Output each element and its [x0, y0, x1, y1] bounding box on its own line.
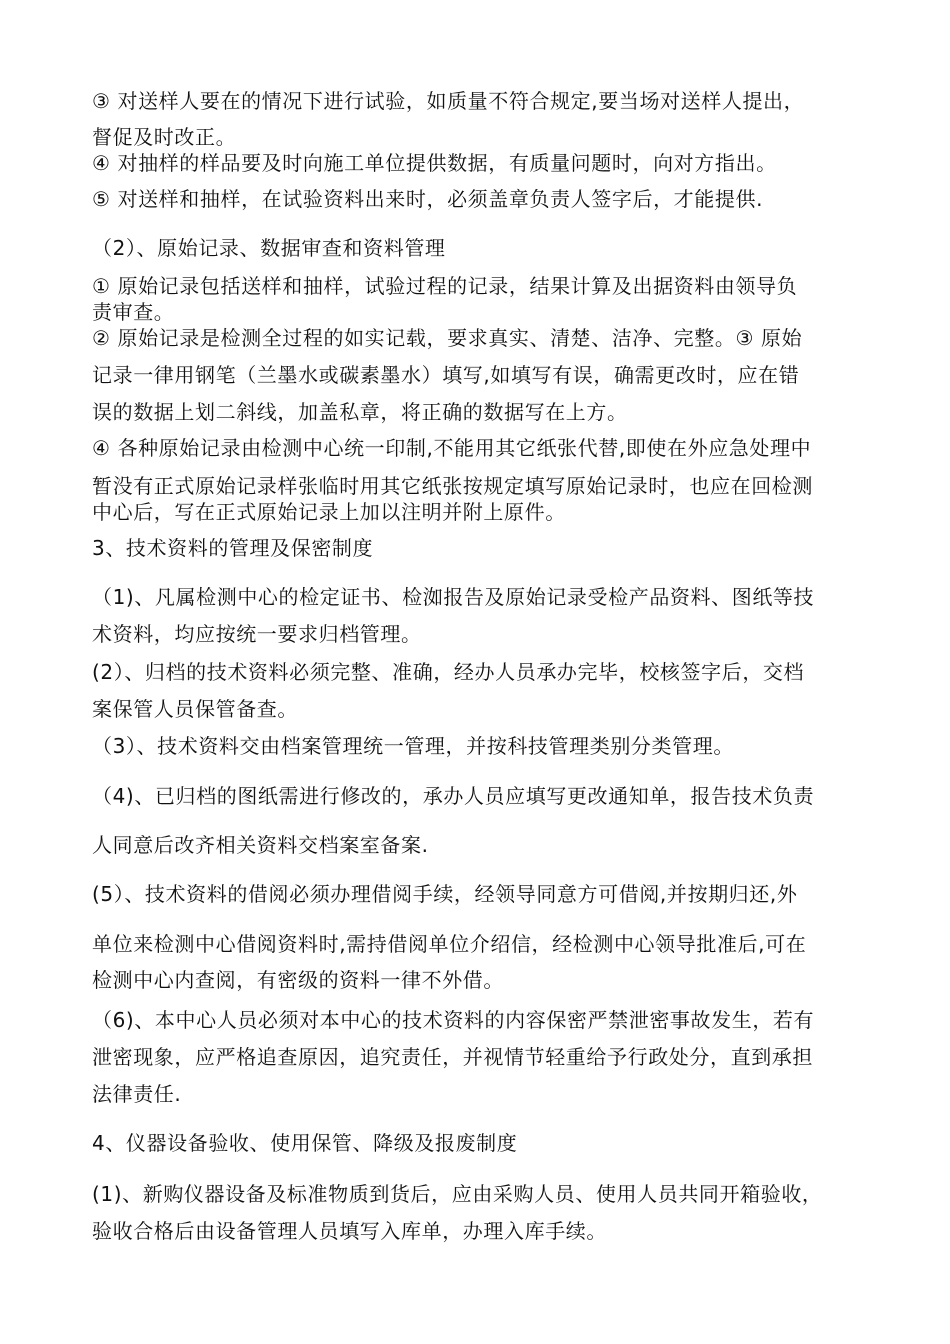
text-line: （3）、技术资料交由档案管理统一管理，并按科技管理类别分类管理。	[92, 734, 734, 758]
text-line: (1)、新购仪器设备及标准物质到货后，应由采购人员、使用人员共同开箱验收，	[92, 1182, 823, 1206]
text-line: 术资料，均应按统一要求归档管理。	[92, 622, 422, 646]
text-line: 督促及时改正。	[92, 125, 237, 149]
text-line: 法律责任.	[92, 1082, 182, 1106]
section-heading: 4、仪器设备验收、使用保管、降级及报废制度	[92, 1131, 518, 1155]
text-line: ① 原始记录包括送样和抽样，试验过程的记录，结果计算及出据资料由领导负	[92, 274, 798, 298]
section-heading: （2）、原始记录、数据审查和资料管理	[92, 236, 446, 260]
text-line: ② 原始记录是检测全过程的如实记载，要求真实、清楚、洁净、完整。③ 原始	[92, 326, 803, 350]
text-line: 验收合格后由设备管理人员填写入库单，办理入库手续。	[92, 1219, 607, 1243]
text-line: 泄密现象，应严格追查原因，追究责任，并视情节轻重给予行政处分，直到承担	[92, 1045, 813, 1069]
section-heading: 3、技术资料的管理及保密制度	[92, 536, 374, 560]
text-line: 暂没有正式原始记录样张临时用其它纸张按规定填写原始记录时，也应在回检测	[92, 474, 813, 498]
text-line: （6)、本中心人员必须对本中心的技术资料的内容保密严禁泄密事故发生，若有	[92, 1008, 815, 1032]
text-line: ⑤ 对送样和抽样，在试验资料出来时，必须盖章负责人签字后，才能提供.	[92, 187, 764, 211]
text-line: (5）、技术资料的借阅必须办理借阅手续，经领导同意方可借阅,并按期归还,外	[92, 882, 798, 906]
text-line: 责审查。	[92, 300, 175, 324]
text-line: 检测中心内查阅，有密级的资料一律不外借。	[92, 968, 504, 992]
text-line: 案保管人员保管备查。	[92, 697, 298, 721]
text-line: ④ 对抽样的样品要及时向施工单位提供数据，有质量问题时，向对方指出。	[92, 151, 777, 175]
text-line: ④ 各种原始记录由检测中心统一印制,不能用其它纸张代替,即使在外应急处理中	[92, 436, 812, 460]
text-line: （1)、凡属检测中心的检定证书、检洳报告及原始记录受检产品资料、图纸等技	[92, 585, 815, 609]
text-line: 单位来检测中心借阅资料时,需持借阅单位介绍信，经检测中心领导批准后,可在	[92, 932, 807, 956]
text-line: 记录一律用钢笔（兰墨水或碳素墨水）填写,如填写有误，确需更改时，应在错	[92, 363, 800, 387]
text-line: 人同意后改齐相关资料交档案室备案.	[92, 833, 429, 857]
text-line: 误的数据上划二斜线，加盖私章，将正确的数据写在上方。	[92, 400, 628, 424]
text-line: (2）、归档的技术资料必须完整、准确，经办人员承办完毕，校核签字后，交档	[92, 660, 805, 684]
text-line: ③ 对送样人要在的情况下进行试验，如质量不符合规定,要当场对送样人提出，	[92, 89, 805, 113]
text-line: 中心后，写在正式原始记录上加以注明并附上原件。	[92, 500, 566, 524]
text-line: （4)、已归档的图纸需进行修改的，承办人员应填写更改通知单，报告技术负责	[92, 784, 815, 808]
